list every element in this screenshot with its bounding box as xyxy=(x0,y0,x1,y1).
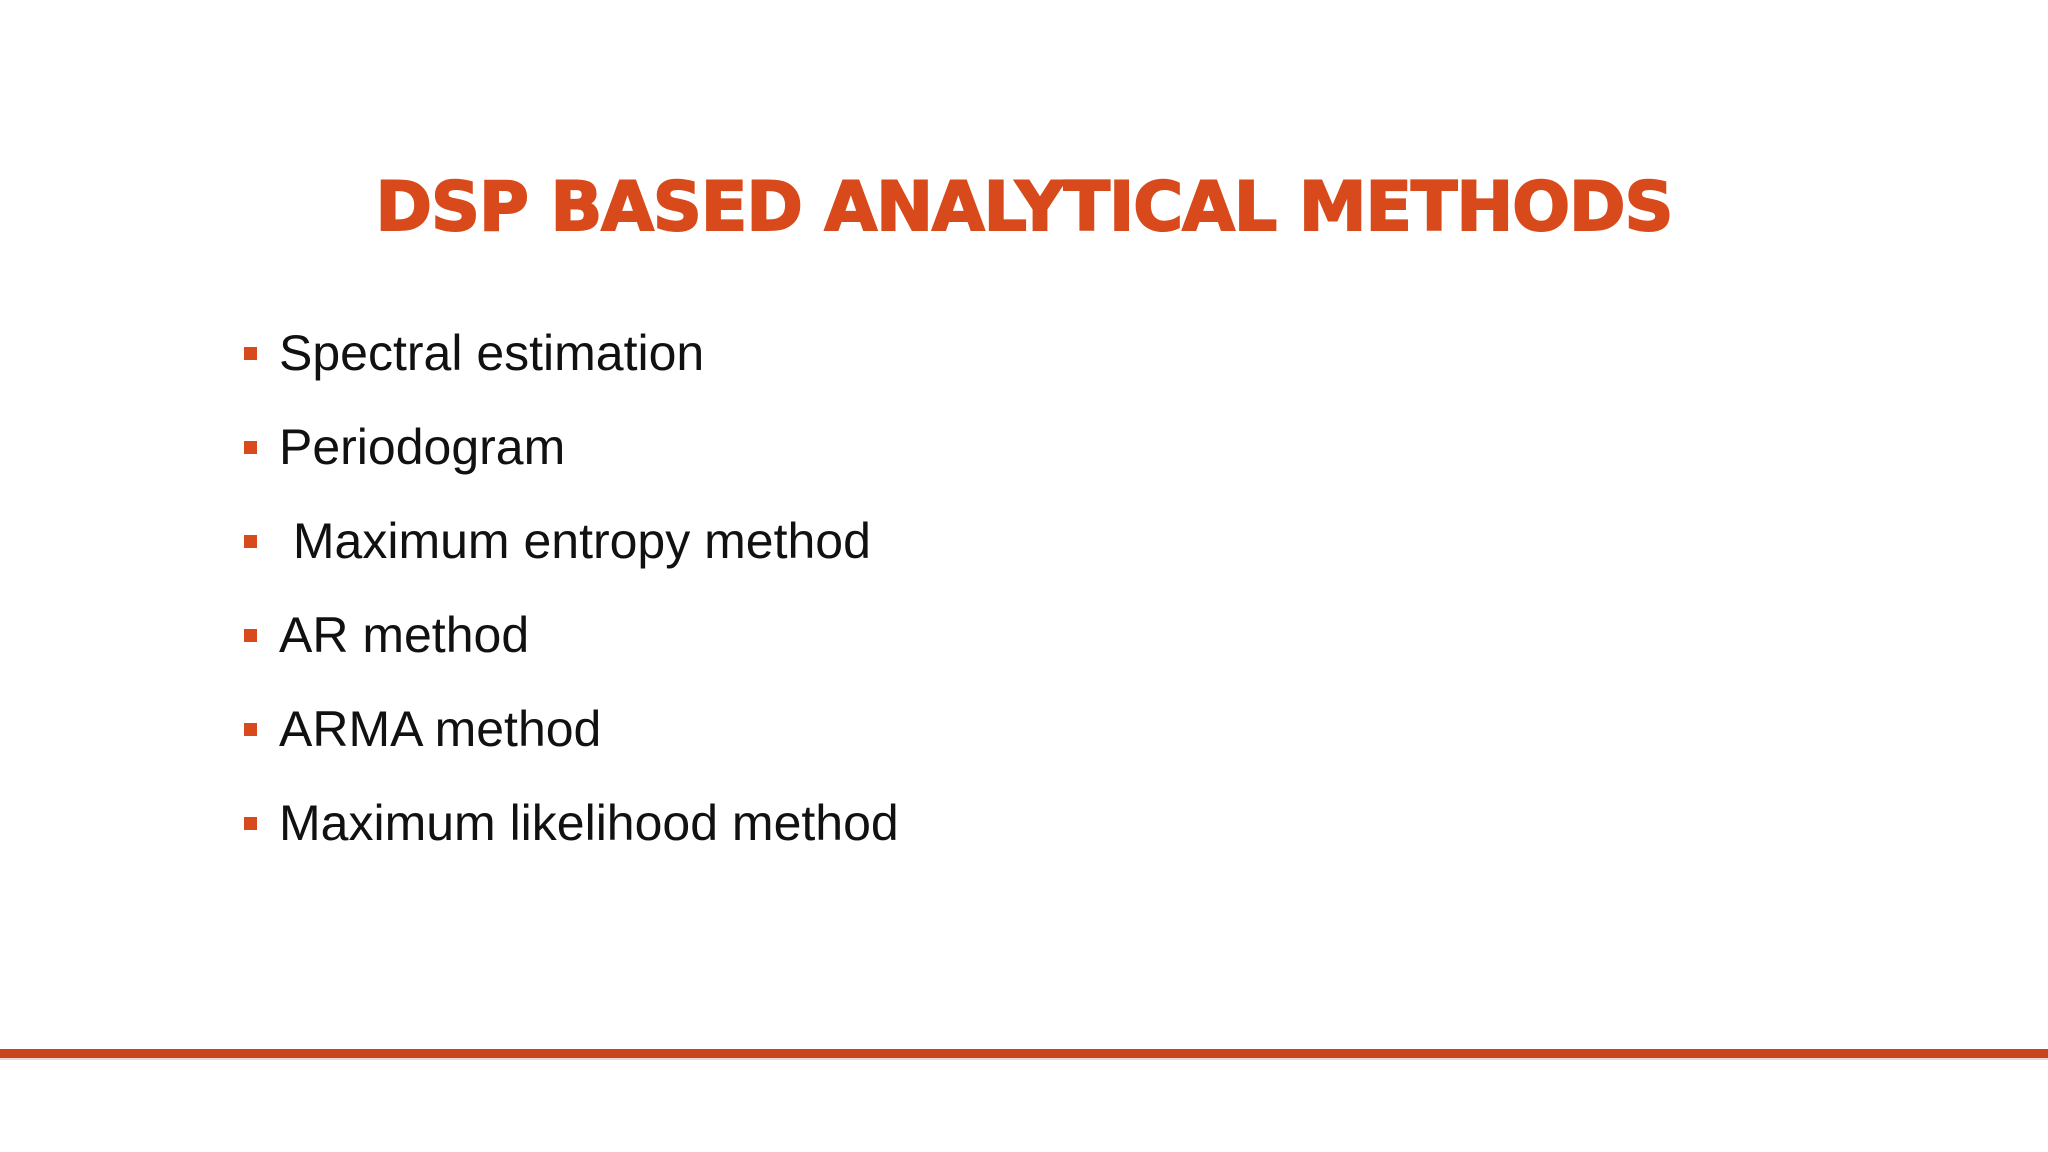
square-bullet-icon xyxy=(244,629,257,642)
list-item xyxy=(244,776,899,870)
footer-divider-shadow xyxy=(0,1058,2048,1060)
list-item xyxy=(244,400,899,494)
list-item xyxy=(244,682,899,776)
list-item xyxy=(244,588,899,682)
square-bullet-icon xyxy=(244,535,257,548)
list-item xyxy=(244,494,899,588)
bullet-text: AR method xyxy=(279,607,530,663)
square-bullet-icon xyxy=(244,817,257,830)
bullet-text: Periodogram xyxy=(279,419,566,475)
square-bullet-icon xyxy=(244,723,257,736)
square-bullet-icon xyxy=(244,441,257,454)
bullet-text: ARMA method xyxy=(279,701,602,757)
bullet-list xyxy=(244,306,899,870)
list-item xyxy=(244,306,899,400)
footer-divider xyxy=(0,1049,2048,1058)
bullet-text: Maximum likelihood method xyxy=(279,795,899,851)
slide-title: DSP BASED ANALYTICAL METHODS xyxy=(375,168,1673,247)
bullet-text: Maximum entropy method xyxy=(279,513,871,569)
bullet-text: Spectral estimation xyxy=(279,325,705,381)
square-bullet-icon xyxy=(244,347,257,360)
